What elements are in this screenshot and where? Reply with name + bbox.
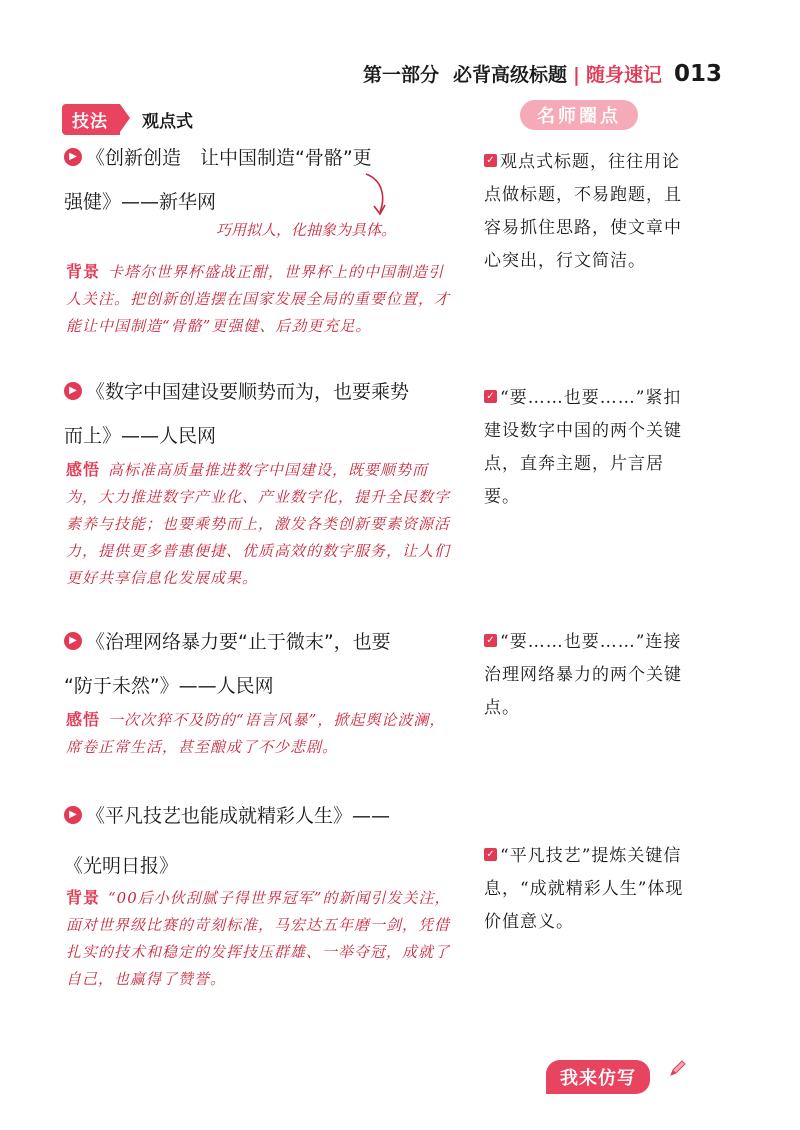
entry-title-line2: 《光明日报》 <box>64 855 179 877</box>
check-icon: ✓ <box>484 390 497 403</box>
entry-label: 背景 <box>66 888 101 907</box>
entry-label: 感悟 <box>66 460 101 479</box>
entry-body <box>66 706 456 761</box>
check-icon: ✓ <box>484 634 497 647</box>
pencil-icon <box>668 1058 688 1078</box>
comment-text: “平凡技艺”提炼关键信息，“成就精彩人生”体现价值意义。 <box>484 846 684 932</box>
play-icon: ▶ <box>64 632 82 650</box>
imitate-writing-button[interactable]: 我来仿写 <box>546 1060 650 1094</box>
check-icon: ✓ <box>484 848 497 861</box>
check-icon: ✓ <box>484 154 497 167</box>
entry-title-line2: 强健》——新华网 <box>64 191 217 213</box>
comment-text: “要……也要……”连接治理网络暴力的两个关键点。 <box>484 632 682 718</box>
technique-label: 观点式 <box>142 112 193 132</box>
comment <box>484 626 684 725</box>
part-label: 第一部分 <box>362 64 439 86</box>
technique-badge: 技法 <box>62 104 120 135</box>
play-icon: ▶ <box>64 382 82 400</box>
entry-body-text: “00后小伙刮腻子得世界冠军”的新闻引发关注，面对世界级比赛的苛刻标准，马宏达五年磨一剑，凭借扎实的技术和稳定的发挥技压群雄、一举夺冠，成就了自己，也赢得了赞誉。 <box>66 889 451 988</box>
entry-label: 背景 <box>66 262 101 281</box>
entry-body <box>66 258 456 340</box>
entry-body-text: 一次次猝不及防的“语言风暴”，掀起舆论波澜，席卷正常生活，甚至酿成了不少悲剧。 <box>66 711 446 756</box>
entry-body-text: 高标准高质量推进数字中国建设，既要顺势而为，大力推进数字产业化、产业数字化，提升全民数字素养与技能；也要乘势而上，激发各类创新要素资源活力，提供更多普惠便捷、优质高效的数字服务，让人们更好共享信息化发展成果。 <box>66 461 451 587</box>
annotation-arrow <box>360 170 400 218</box>
header-separator: | <box>573 64 580 86</box>
comment <box>484 382 684 514</box>
entry-body <box>66 884 456 993</box>
play-icon: ▶ <box>64 806 82 824</box>
page-header <box>363 60 722 87</box>
entry-title-line1: 《治理网络暴力要“止于微末”，也要 <box>86 631 391 653</box>
entry-title-line2: 而上》——人民网 <box>64 425 217 447</box>
chapter-title: 必背高级标题 <box>453 64 568 86</box>
page-number: 013 <box>673 61 722 87</box>
entry-title <box>64 798 464 884</box>
entry-title-line1: 《平凡技艺也能成就精彩人生》—— <box>86 805 391 827</box>
header-subtitle: 随身速记 <box>585 64 662 86</box>
entry-title-line1: 《创新创造 让中国制造“骨骼”更 <box>86 147 372 169</box>
comment <box>484 840 684 939</box>
entry-label: 感悟 <box>66 710 101 729</box>
play-icon: ▶ <box>64 148 82 166</box>
entry-title-line2: “防于未然”》——人民网 <box>64 675 274 697</box>
entry-title-line1: 《数字中国建设要顺势而为，也要乘势 <box>86 381 410 403</box>
entry-title <box>64 624 464 704</box>
section-tag <box>62 104 193 135</box>
comment-text: 观点式标题，往往用论点做标题，不易跑题，且容易抓住思路，使文章中心突出，行文简洁。 <box>484 152 682 271</box>
entry-body-text: 卡塔尔世界杯盛战正酣，世界杯上的中国制造引人关注。把创新创造摆在国家发展全局的重要位置，才能让中国制造“骨骼”更强健、后劲更充足。 <box>66 263 451 335</box>
annotation-note: 巧用拟人，化抽象为具体。 <box>216 221 397 239</box>
entry-title <box>64 374 464 454</box>
comment-text: “要……也要……”紧扣建设数字中国的两个关键点，直奔主题，片言居要。 <box>484 388 682 507</box>
entry-body <box>66 456 456 592</box>
entry-title <box>64 140 464 220</box>
comment <box>484 146 684 278</box>
sidebar-title: 名师圈点 <box>520 100 638 130</box>
